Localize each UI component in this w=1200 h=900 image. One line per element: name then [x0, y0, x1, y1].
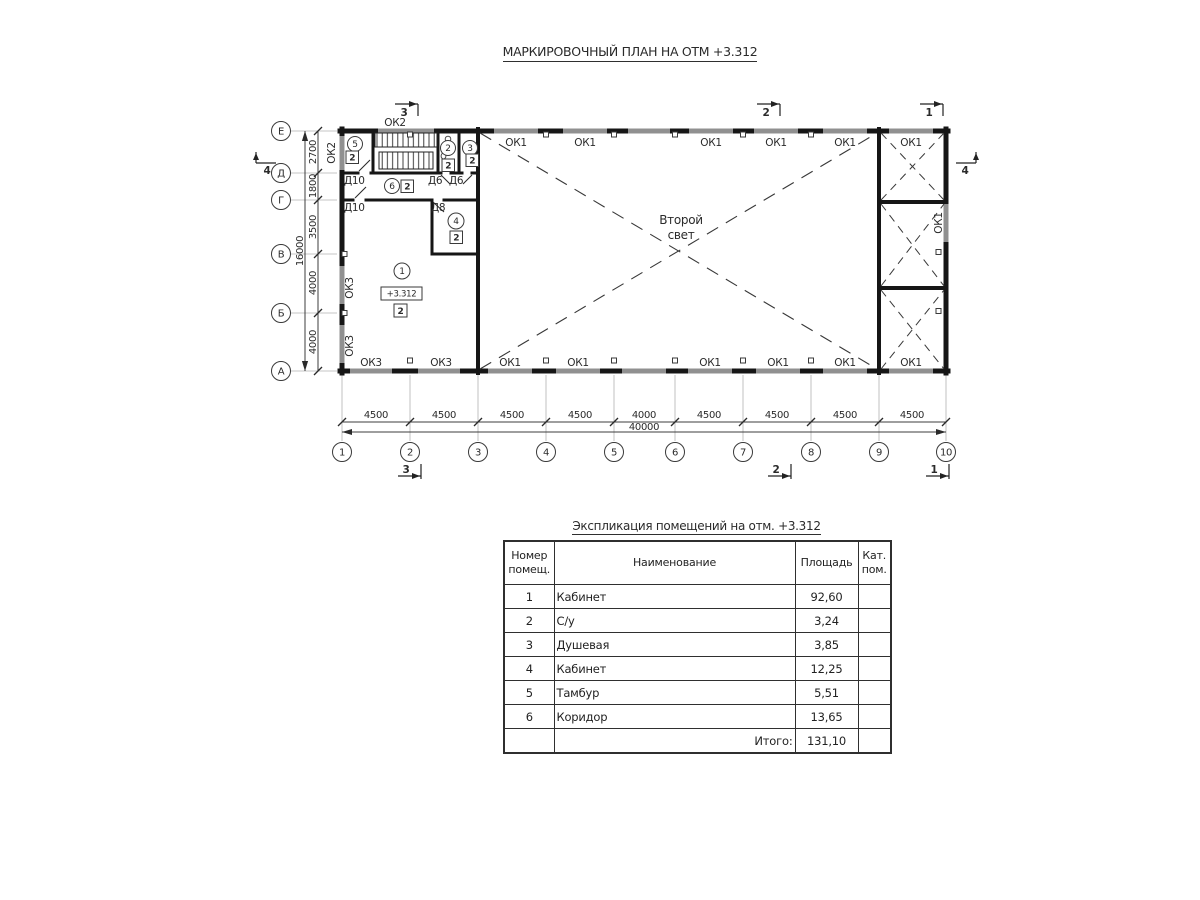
room-number-label: 2: [445, 144, 451, 154]
dim-label: 4500: [499, 410, 525, 421]
second-light-label: [659, 213, 703, 242]
door-label: Д10: [344, 202, 365, 214]
elevation-label: +3.312: [386, 289, 417, 300]
room-number-label: 5: [352, 140, 358, 150]
cell-room-area: 3,85: [795, 633, 858, 657]
axis-row-label: А: [277, 366, 285, 378]
section-mark-label: 2: [772, 464, 780, 476]
hall-cross: [480, 133, 877, 369]
window-label: ОК1: [700, 137, 722, 149]
dim-total-label: 40000: [628, 422, 660, 433]
room-category-label: 2: [349, 153, 356, 164]
window-label: ОК3: [344, 335, 356, 357]
cell-room-name: Тамбур: [554, 681, 795, 705]
table-row: [504, 585, 891, 609]
dim-label: 4500: [567, 410, 593, 421]
window-label: ОК3: [430, 357, 452, 369]
cell-room-number: 5: [504, 681, 554, 705]
header-category: Кат. пом.: [858, 541, 891, 585]
window-label: ОК3: [360, 357, 382, 369]
cell-room-name: Душевая: [554, 633, 795, 657]
table-row: [504, 657, 891, 681]
cell-empty: [504, 729, 554, 754]
cell-room-number: 3: [504, 633, 554, 657]
door-label: Д6: [449, 175, 464, 187]
dim-label: 3500: [308, 214, 319, 240]
axis-col-label: 10: [939, 447, 953, 459]
axis-row-label: Г: [278, 195, 284, 207]
section-mark-label: 3: [400, 107, 408, 119]
dim-label: 4000: [308, 270, 319, 296]
window-label: ОК1: [933, 212, 945, 234]
axis-col-label: 8: [807, 447, 815, 459]
window-label: ОК1: [574, 137, 596, 149]
axis-row-label: Б: [277, 308, 285, 320]
dim-label: 4500: [431, 410, 457, 421]
table-row: [504, 633, 891, 657]
dim-label: 2700: [308, 139, 319, 165]
cell-room-area: 3,24: [795, 609, 858, 633]
dim-label: 4500: [764, 410, 790, 421]
header-name: Наименование: [554, 541, 795, 585]
table-title-text: Экспликация помещений на отм. +3.312: [572, 519, 821, 533]
cell-room-category: [858, 657, 891, 681]
room-category-label: 2: [469, 156, 476, 167]
table-row: [504, 609, 891, 633]
room-category-label: 2: [404, 182, 411, 193]
dim-label: 4500: [696, 410, 722, 421]
room-category-label: 2: [453, 233, 460, 244]
window-label: ОК1: [567, 357, 589, 369]
window-label: ОК1: [765, 137, 787, 149]
total-label: Итого:: [554, 729, 795, 754]
dim-label: 1800: [308, 173, 319, 199]
axis-col-label: 7: [739, 447, 747, 459]
cell-room-name: С/у: [554, 609, 795, 633]
window-label: ОК1: [767, 357, 789, 369]
axis-grid: [291, 131, 946, 441]
axis-col-label: 3: [474, 447, 482, 459]
cell-room-area: 5,51: [795, 681, 858, 705]
window-label: ОК2: [326, 142, 338, 164]
cell-room-number: 6: [504, 705, 554, 729]
cell-room-category: [858, 705, 891, 729]
dim-label: 4500: [363, 410, 389, 421]
window-label: ОК1: [834, 357, 856, 369]
cell-room-name: Кабинет: [554, 585, 795, 609]
axis-col-label: 6: [671, 447, 679, 459]
table-row: [504, 705, 891, 729]
cell-room-category: [858, 585, 891, 609]
cell-room-category: [858, 633, 891, 657]
room-number-label: 6: [389, 182, 395, 192]
explication-table: [503, 540, 892, 754]
window-label: ОК1: [900, 137, 922, 149]
cell-room-category: [858, 609, 891, 633]
dim-total-label: 16000: [295, 235, 306, 267]
page-title-text: МАРКИРОВОЧНЫЙ ПЛАН НА ОТМ +3.312: [503, 44, 758, 62]
cell-room-number: 1: [504, 585, 554, 609]
door-label: Д8: [431, 202, 446, 214]
axis-col-label: 9: [875, 447, 883, 459]
second-light-text: свет: [667, 228, 695, 242]
axis-col-label: 1: [338, 447, 346, 459]
window-label: ОК1: [699, 357, 721, 369]
window-label: ОК1: [499, 357, 521, 369]
room-number-label: 1: [399, 267, 405, 277]
section-mark-label: 1: [930, 464, 938, 476]
dim-label: 4500: [899, 410, 925, 421]
cell-room-area: 12,25: [795, 657, 858, 681]
axis-labels: [277, 127, 952, 459]
dim-label: 4000: [631, 410, 657, 421]
window-label: ОК1: [834, 137, 856, 149]
window-label: ОК1: [900, 357, 922, 369]
cell-room-number: 2: [504, 609, 554, 633]
room-category-label: 2: [397, 307, 404, 317]
section-mark-label: 3: [402, 464, 410, 476]
header-area: Площадь: [795, 541, 858, 585]
window-label: ОК2: [384, 117, 406, 129]
stairs: [375, 133, 437, 169]
strip-crosses: [881, 133, 944, 369]
cell-room-name: Кабинет: [554, 657, 795, 681]
axis-row-label: Е: [277, 126, 285, 138]
table-total-row: [504, 729, 891, 754]
axis-col-label: 2: [406, 447, 414, 459]
cell-room-name: Коридор: [554, 705, 795, 729]
table-header-row: [504, 541, 891, 585]
axis-col-label: 4: [542, 447, 550, 459]
cell-room-area: 13,65: [795, 705, 858, 729]
header-room-number: Номер помещ.: [504, 541, 554, 585]
table-title: [503, 519, 890, 533]
dim-arrows: [302, 131, 946, 435]
window-label: ОК3: [344, 277, 356, 299]
section-mark-label: 2: [762, 107, 770, 119]
section-mark-label: 4: [961, 165, 969, 177]
window-label: ОК1: [505, 137, 527, 149]
cell-room-number: 4: [504, 657, 554, 681]
axis-row-label: В: [277, 249, 285, 261]
axis-row-label: Д: [277, 168, 285, 180]
section-mark-label: 1: [925, 107, 933, 119]
dim-label: 4000: [308, 329, 319, 355]
total-value: 131,10: [795, 729, 858, 754]
axis-col-label: 5: [610, 447, 618, 459]
door-label: Д6: [428, 175, 443, 187]
door-label: Д10: [344, 175, 365, 187]
cell-empty: [858, 729, 891, 754]
room-category-label: 2: [445, 161, 452, 172]
second-light-text: Второй: [659, 213, 703, 227]
room-number-label: 3: [467, 144, 473, 154]
room-number-label: 4: [453, 217, 459, 227]
cell-room-category: [858, 681, 891, 705]
cell-room-area: 92,60: [795, 585, 858, 609]
section-mark-label: 4: [263, 165, 271, 177]
table-row: [504, 681, 891, 705]
dim-label: 4500: [832, 410, 858, 421]
room-schedule: [503, 519, 890, 754]
